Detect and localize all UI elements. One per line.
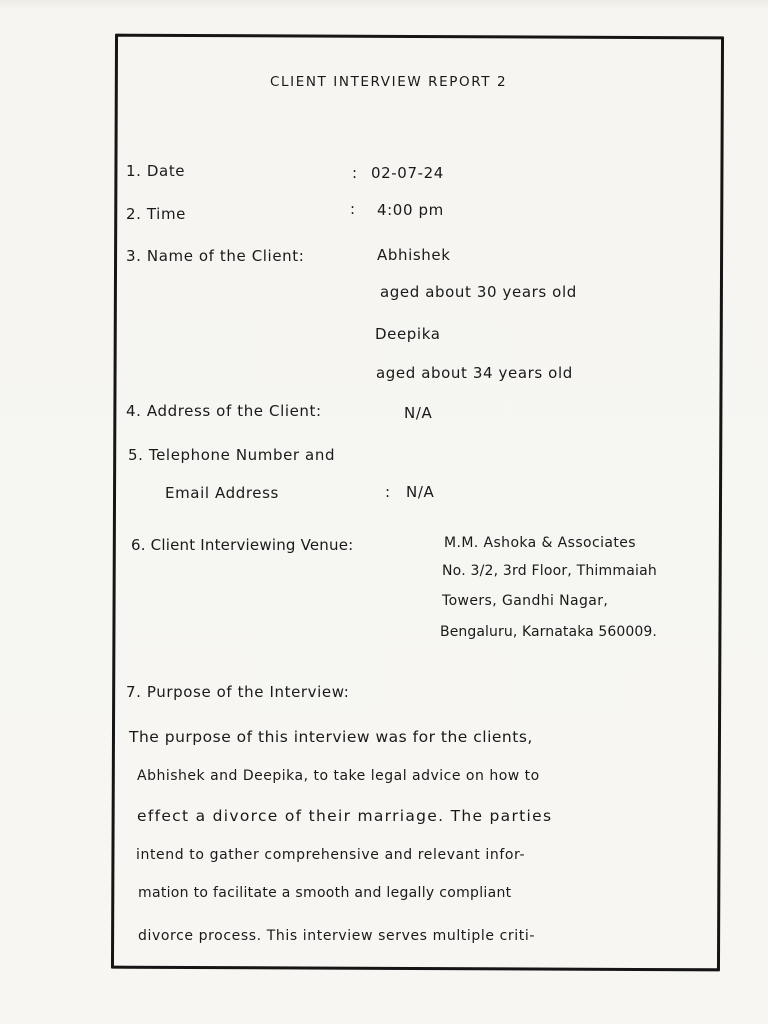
purpose-line-4: intend to gather comprehensive and relevant infor- [136,847,526,863]
report-title: CLIENT INTERVIEW REPORT 2 [270,74,508,90]
purpose-line-1: The purpose of this interview was for the clients, [129,728,533,746]
venue-label: 6. Client Interviewing Venue: [131,536,354,554]
venue-line-4: Bengaluru, Karnataka 560009. [440,624,657,640]
venue-line-1: M.M. Ashoka & Associates [444,535,636,551]
time-label: 2. Time [126,205,186,223]
telephone-label-line2: Email Address [165,484,279,502]
telephone-label-line1: 5. Telephone Number and [128,446,336,464]
purpose-line-2: Abhishek and Deepika, to take legal advice on how to [137,768,540,784]
client-age-2: aged about 34 years old [376,364,573,382]
address-value: N/A [404,404,433,422]
venue-line-2: No. 3/2, 3rd Floor, Thimmaiah [442,563,657,579]
purpose-line-3: effect a divorce of their marriage. The parties [137,807,553,825]
telephone-colon: : [385,483,391,501]
client-name-1: Abhishek [377,246,451,264]
address-label: 4. Address of the Client: [126,402,322,420]
telephone-value: N/A [406,483,435,501]
client-age-1: aged about 30 years old [380,283,577,301]
purpose-line-5: mation to facilitate a smooth and legally compliant [138,885,512,901]
time-colon: : [350,200,356,218]
purpose-line-6: divorce process. This interview serves multiple criti- [138,928,536,944]
date-label: 1. Date [126,162,186,180]
date-colon: : [352,164,358,182]
client-name-label: 3. Name of the Client: [126,247,305,265]
venue-line-3: Towers, Gandhi Nagar, [442,593,609,609]
date-value: 02-07-24 [371,164,444,182]
purpose-heading: 7. Purpose of the Interview: [126,683,350,701]
time-value: 4:00 pm [377,201,444,219]
client-name-2: Deepika [375,325,441,343]
